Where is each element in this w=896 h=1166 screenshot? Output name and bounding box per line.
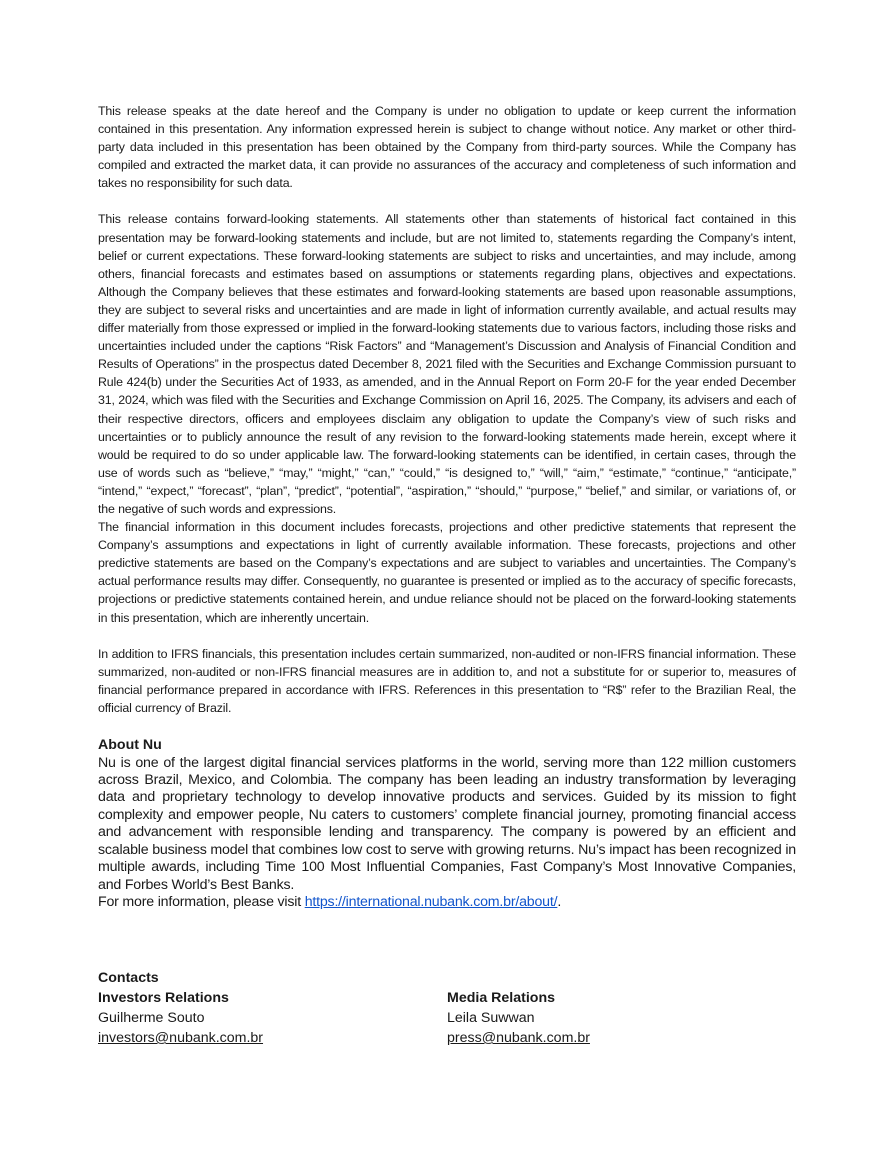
investor-relations-heading: Investors Relations — [98, 990, 229, 1006]
media-relations-heading: Media Relations — [447, 990, 556, 1006]
investor-relations-email-link[interactable]: investors@nubank.com.br — [98, 1030, 264, 1046]
forward-looking-paragraph: This release contains forward-looking statements. All statements other than statements of historical fact contained in this presentation may be forward-looking statements and include, but are not limited to, statements regarding the Company’s intent, belief or current expectations. These forward-looking statements are subject to risks and uncertainties, and may include, among others, financial forecasts and estimates based on assumptions or statements regarding plans, objectives and expectations. Although the Company believes that these estimates and forward-looking statements are based upon reasonable assumptions, they are subject to several risks and uncertainties and are made in light of information currently available, and actual results may differ materially from those expressed or implied in the forward-looking statements due to various factors, including those risks and uncertainties included under the captions “Risk Factors” and “Management’s Discussion and Analysis of Financial Condition and Results of Operations” in the prospectus dated December 8, 2021 filed with the Securities and Exchange Commission pursuant to Rule 424(b) under the Securities Act of 1933, as amended, and in the Annual Report on Form 20-F for the year ended December 31, 2024, which was filed with the Securities and Exchange Commission on April 16, 2025. The Company, its advisers and each of their respective directors, officers and employees disclaim any obligation to update the Company’s view of such risks and uncertainties or to publicly announce the result of any revision to the forward-looking statements made herein, except where it would be required to do so under applicable law. The forward-looking statements can be identified, in certain cases, through the use of words such as “believe,” “may,” “might,” “can,” “could,” “is designed to,” “will,” “aim,” “estimate,” “continue,” “anticipate,” “intend,” “expect,” “forecast”, “plan”, “predict”, “potential”, “aspiration,” “should,” “purpose,” “belief,” and similar, or variations of, or the negative of such words and expressions. — [98, 212, 796, 516]
media-relations-email-link[interactable]: press@nubank.com.br — [447, 1030, 590, 1046]
investor-relations-contact — [98, 988, 447, 1048]
investor-relations-name: Guilherme Souto — [98, 1010, 205, 1026]
ifrs-paragraph: In addition to IFRS financials, this presentation includes certain summarized, non-audited or non-IFRS financial information. These summarized, non-audited or non-IFRS financial measures are in addition to, and not a substitute for or superior to, measures of financial performance prepared in accordance with IFRS. References in this presentation to “R$” refer to the Brazilian Real, the official currency of Brazil. — [98, 646, 796, 715]
about-more-info — [98, 894, 796, 912]
financial-info-paragraph: The financial information in this document includes forecasts, projections and other predictive statements that represent the Company’s assumptions and expectations in light of currently available information. These forecasts, projections and other predictive statements are based on the Company’s expectations and are subject to variables and uncertainties. The Company’s actual performance results may differ. Consequently, no guarantee is presented or implied as to the accuracy of specific forecasts, projections or predictive statements contained herein, and undue reliance should not be placed on the forward-looking statements in this presentation, which are inherently uncertain. — [98, 520, 796, 625]
paragraph-gap — [98, 627, 796, 645]
contacts-columns — [98, 988, 796, 1048]
document-body — [98, 102, 796, 912]
about-body: Nu is one of the largest digital financial services platforms in the world, serving more than 122 million customers across Brazil, Mexico, and Colombia. The company has been leading an industry transformation by leveraging data and proprietary technology to develop innovative products and services. Guided by its mission to fight complexity and empower people, Nu caters to customers’ complete financial journey, promoting financial access and advancement with responsible lending and transparency. The company is powered by an efficient and scalable business model that combines low cost to serve with growing returns. Nu’s impact has been recognized in multiple awards, including Time 100 Most Influential Companies, Fast Company’s Most Innovative Companies, and Forbes World’s Best Banks. — [98, 754, 796, 893]
section-gap — [98, 717, 796, 737]
paragraph-gap — [98, 192, 796, 210]
about-title: About Nu — [98, 737, 162, 753]
media-relations-name: Leila Suwwan — [447, 1010, 535, 1026]
contacts-section — [98, 968, 796, 1048]
contacts-title: Contacts — [98, 970, 159, 986]
disclaimer-paragraph-1: This release speaks at the date hereof and the Company is under no obligation to update or keep current the information contained in this presentation. Any information expressed herein is subject to change without notice. Any market or other third-party data included in this presentation has been obtained by the Company from third-party sources. While the Company has compiled and extracted the market data, it can provide no assurances of the accuracy and completeness of such information and takes no responsibility for such data. — [98, 104, 796, 191]
more-info-prefix: For more information, please visit — [98, 894, 305, 911]
about-section — [98, 737, 796, 912]
about-link[interactable]: https://international.nubank.com.br/about/ — [304, 894, 558, 911]
media-relations-contact — [447, 988, 796, 1048]
more-info-suffix: . — [557, 894, 562, 911]
